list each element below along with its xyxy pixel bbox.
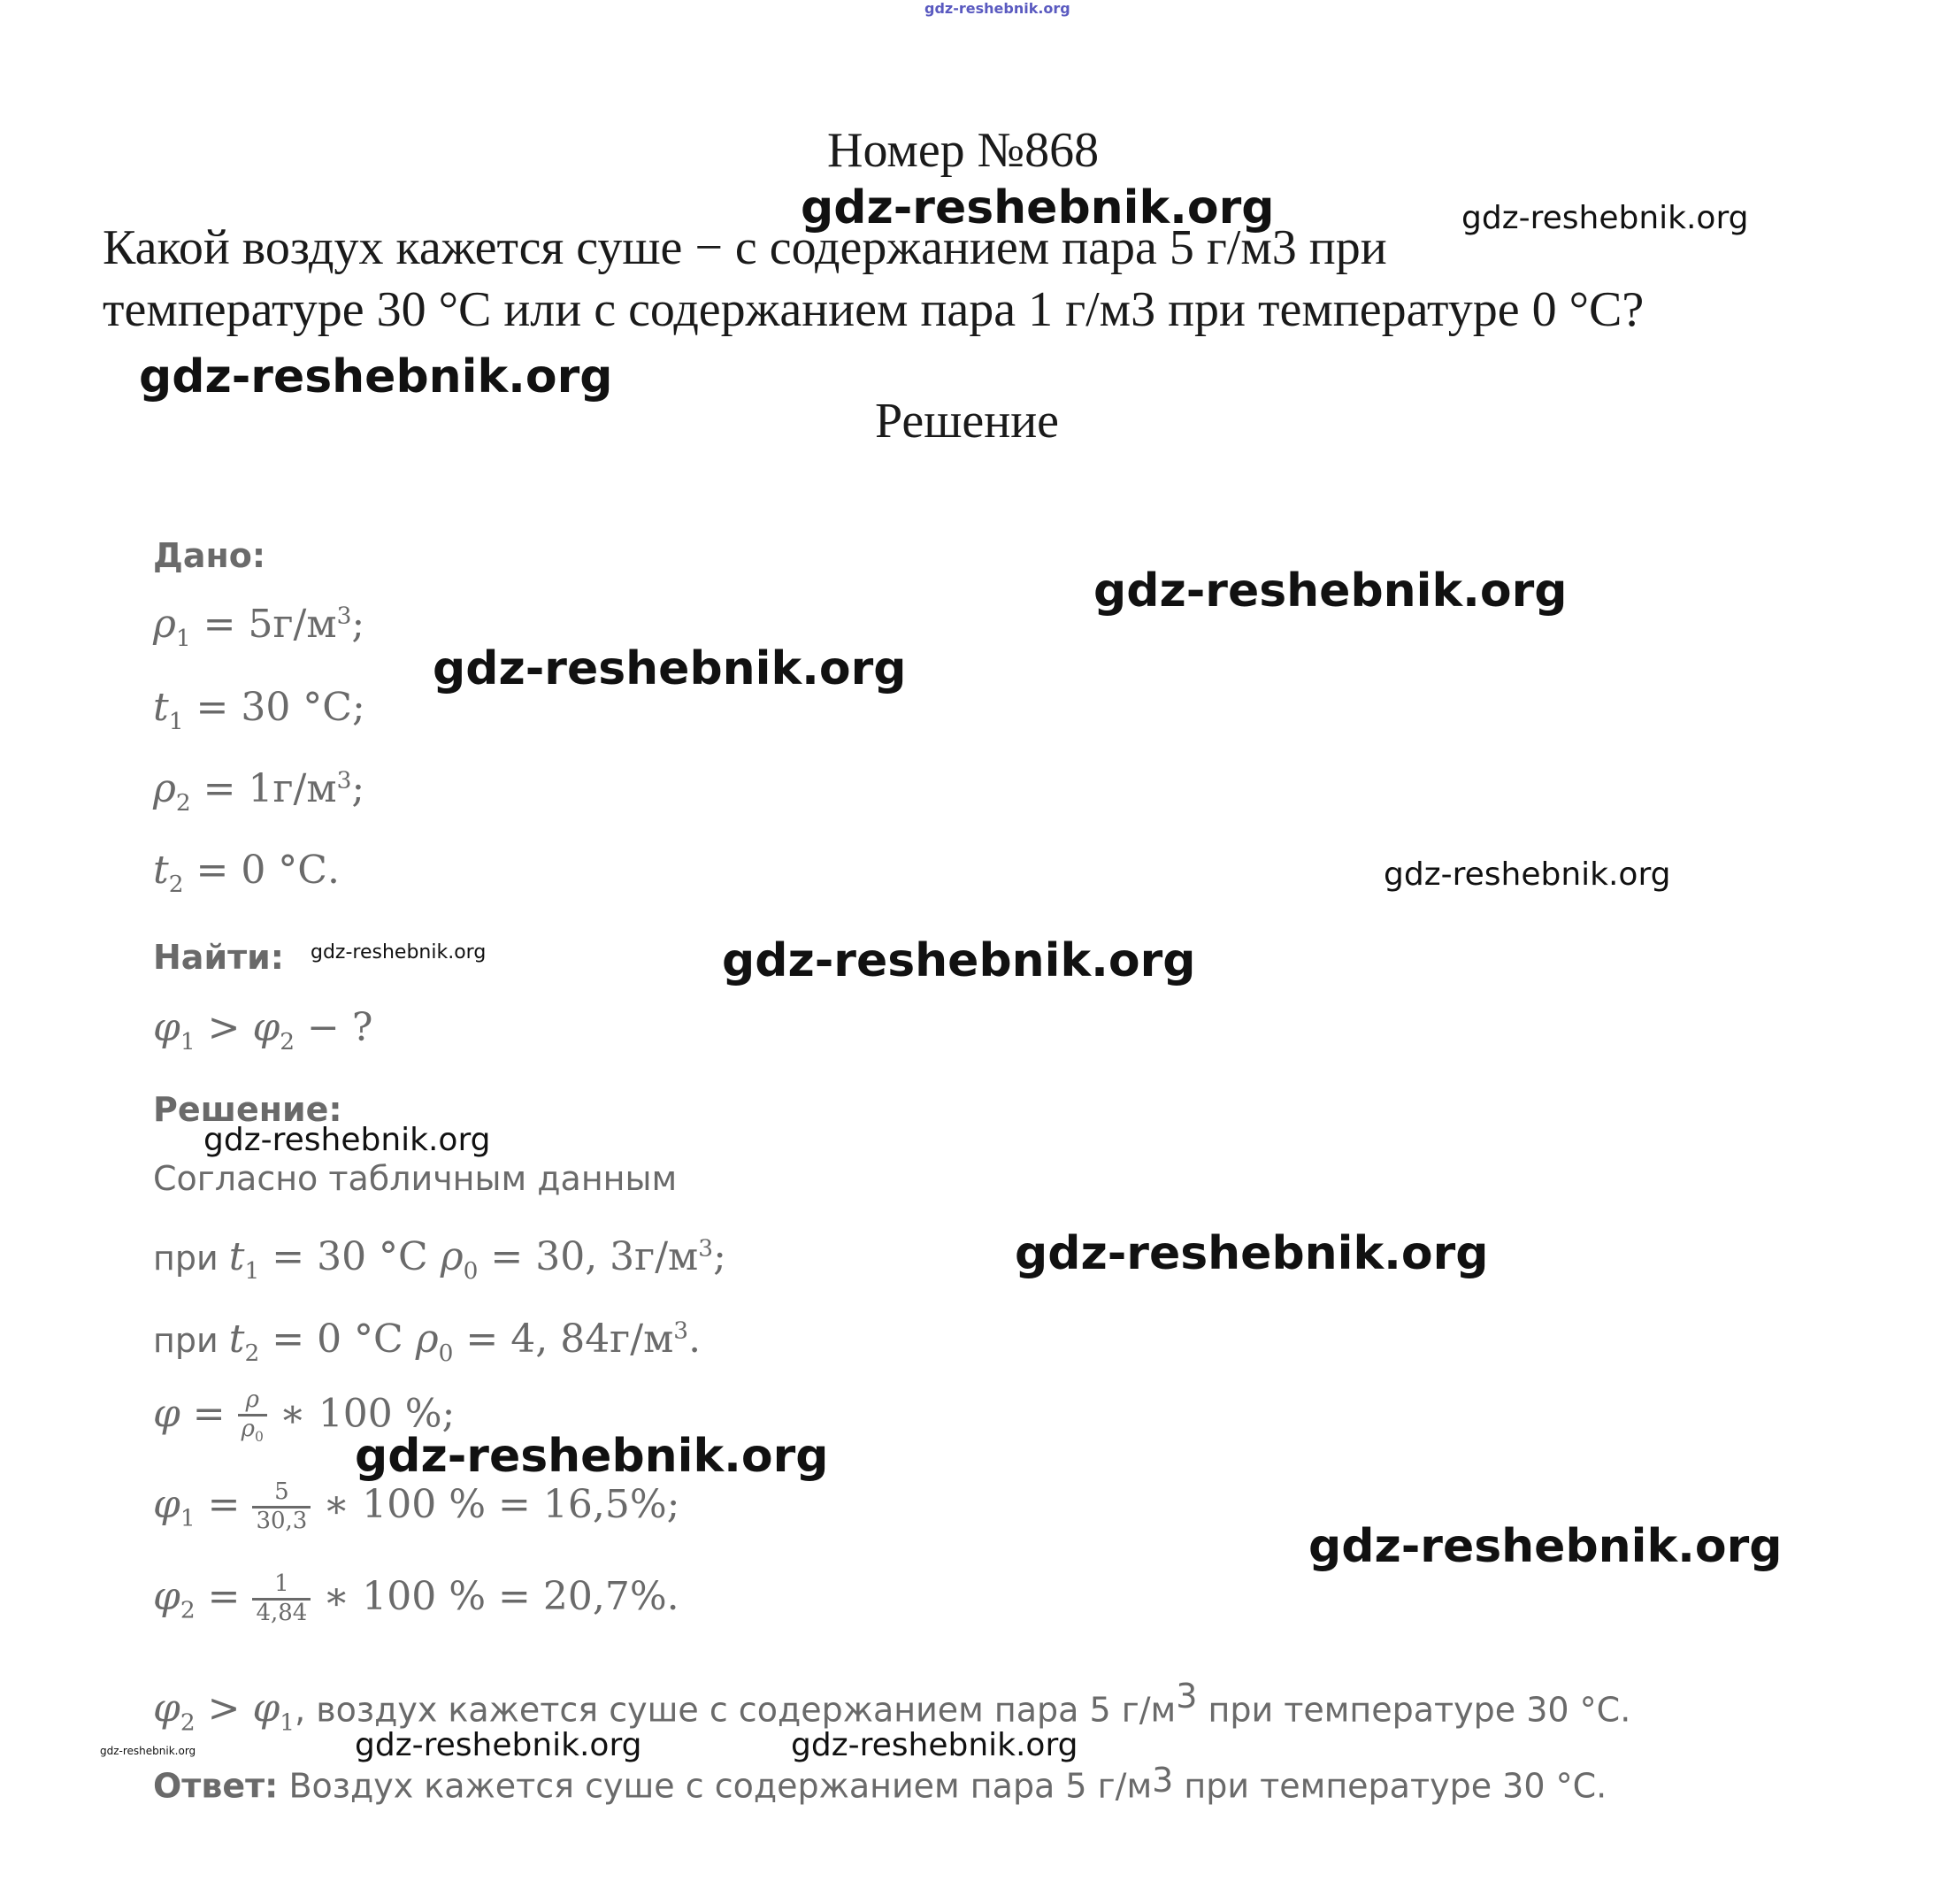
- given-label: Дано:: [153, 536, 266, 575]
- watermark: gdz-reshebnik.org: [1384, 856, 1671, 893]
- top-watermark: gdz-reshebnik.org: [924, 0, 1070, 17]
- watermark: gdz-reshebnik.org: [791, 1727, 1078, 1763]
- line-t2: при $t_2 = 0$ °С $\rho_0 = 4$, $84г/м^3$.: [153, 1317, 702, 1367]
- watermark: gdz-reshebnik.org: [1015, 1227, 1489, 1280]
- watermark: gdz-reshebnik.org: [1461, 200, 1749, 236]
- formula-fraction: $\frac{\rho}{\rho_0}$: [238, 1387, 267, 1446]
- given-t2: $t_2 = 0$ °С.: [153, 848, 340, 898]
- question-line-2: температуре 30 °С или с содержанием пара 1 г/м3 при температуре 0 °С?: [103, 282, 1645, 337]
- table-data-text: Согласно табличным данным: [153, 1159, 678, 1198]
- given-rho1: $\rho_1 = 5г/м^3$;: [153, 602, 365, 652]
- watermark: gdz-reshebnik.org: [355, 1727, 642, 1763]
- given-t1: $t_1 = 30$ °С;: [153, 685, 365, 735]
- watermark: gdz-reshebnik.org: [355, 1430, 829, 1483]
- answer-line: Ответ: Воздух кажется суше с содержанием пара 5 $г/м^3$ при температуре 30 °С.: [153, 1761, 1607, 1806]
- watermark: gdz-reshebnik.org: [139, 350, 613, 403]
- watermark: gdz-reshebnik.org: [433, 642, 907, 695]
- formula-phi2: $\varphi_2$ = $\frac{1}{4,84}$ ∗ 100 % = 20,7%.: [153, 1570, 679, 1626]
- question-line-1: Какой воздух кажется суше − с содержанием пара 5 г/м3 при: [103, 220, 1387, 275]
- find-expression: $\varphi_1 > \varphi_2$ − ?: [153, 1005, 373, 1056]
- formula-phi: φ = $\frac{\rho}{\rho_0}$ ∗ 100 %;: [153, 1386, 456, 1446]
- watermark: gdz-reshebnik.org: [1308, 1520, 1783, 1573]
- phi1-fraction: $\frac{5}{30,3}$: [252, 1479, 311, 1535]
- watermark: gdz-reshebnik.org: [1093, 564, 1568, 618]
- watermark: gdz-reshebnik.org: [100, 1745, 196, 1757]
- find-label: Найти:: [153, 938, 284, 977]
- solution-label: Решение:: [153, 1090, 342, 1129]
- watermark: gdz-reshebnik.org: [311, 941, 487, 964]
- page-title: Номер №868: [827, 123, 1100, 178]
- formula-phi1: $\varphi_1$ = $\frac{5}{30,3}$ ∗ 100 % = 16,5%;: [153, 1478, 680, 1534]
- watermark: gdz-reshebnik.org: [801, 181, 1275, 234]
- given-rho2: $\rho_2 = 1г/м^3$;: [153, 766, 365, 817]
- conclusion-line: $\varphi_2 > \varphi_1$, воздух кажется суше с содержанием пара 5 $г/м^3$ при температуре 30 °С.: [153, 1677, 1631, 1737]
- phi2-fraction: $\frac{1}{4,84}$: [252, 1571, 311, 1627]
- watermark: gdz-reshebnik.org: [203, 1122, 491, 1158]
- solution-heading: Решение: [875, 394, 1060, 449]
- line-t1: при $t_1 = 30$ °С $\rho_0 = 30$, $3г/м^3$;: [153, 1234, 726, 1285]
- watermark: gdz-reshebnik.org: [722, 934, 1196, 987]
